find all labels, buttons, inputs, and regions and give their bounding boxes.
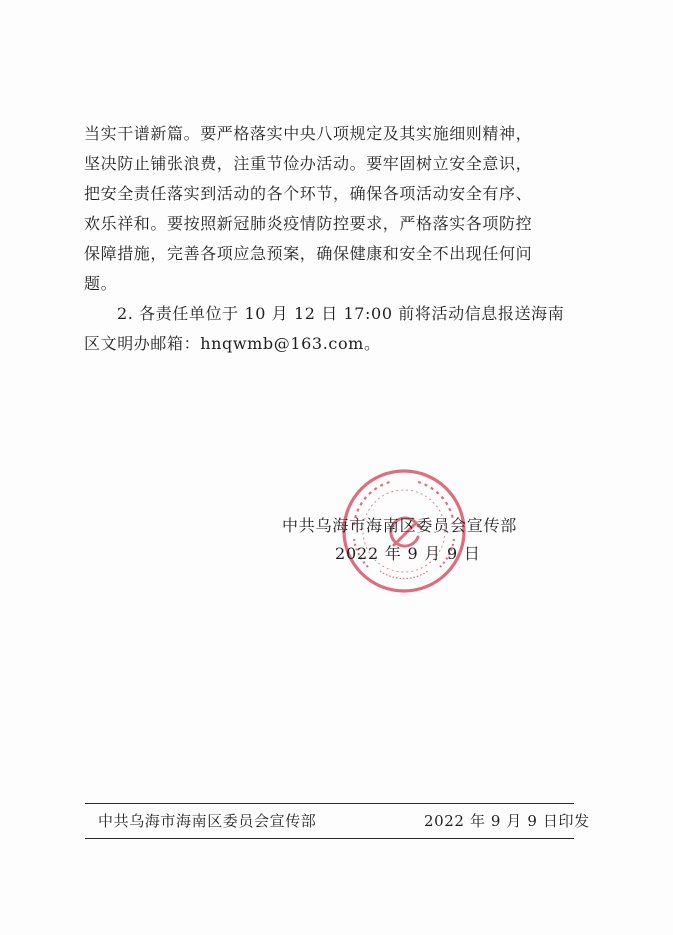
footer-issuer: 中共乌海市海南区委员会宣传部: [98, 812, 317, 830]
body-line: 题。: [84, 274, 118, 293]
footer-rule-bottom: [85, 838, 574, 839]
body-text: [84, 119, 584, 359]
body-line: 保障措施，完善各项应急预案，确保健康和安全不出现任何问: [84, 244, 533, 263]
seal-number-arc: [380, 571, 428, 579]
body-line: 坚决防止铺张浪费，注重节俭办活动。要牢固树立安全意识，: [84, 154, 533, 173]
footer-rule-top: [85, 803, 574, 804]
body-line: 当实干谱新篇。要严格落实中央八项规定及其实施细则精神，: [84, 124, 533, 143]
body-line: 把安全责任落实到活动的各个环节，确保各项活动安全有序、: [84, 184, 533, 203]
body-line: 欢乐祥和。要按照新冠肺炎疫情防控要求，严格落实各项防控: [84, 214, 533, 233]
signature-date: 2022 年 9 月 9 日: [335, 544, 481, 563]
item-2-line: 区文明办邮箱：hnqwmb@163.com。: [84, 334, 381, 353]
item-2-line: 2. 各责任单位于 10 月 12 日 17:00 前将活动信息报送海南: [117, 304, 565, 323]
footer-issue-date: 2022 年 9 月 9 日印发: [424, 812, 590, 830]
signature-org: 中共乌海市海南区委员会宣传部: [282, 516, 518, 535]
